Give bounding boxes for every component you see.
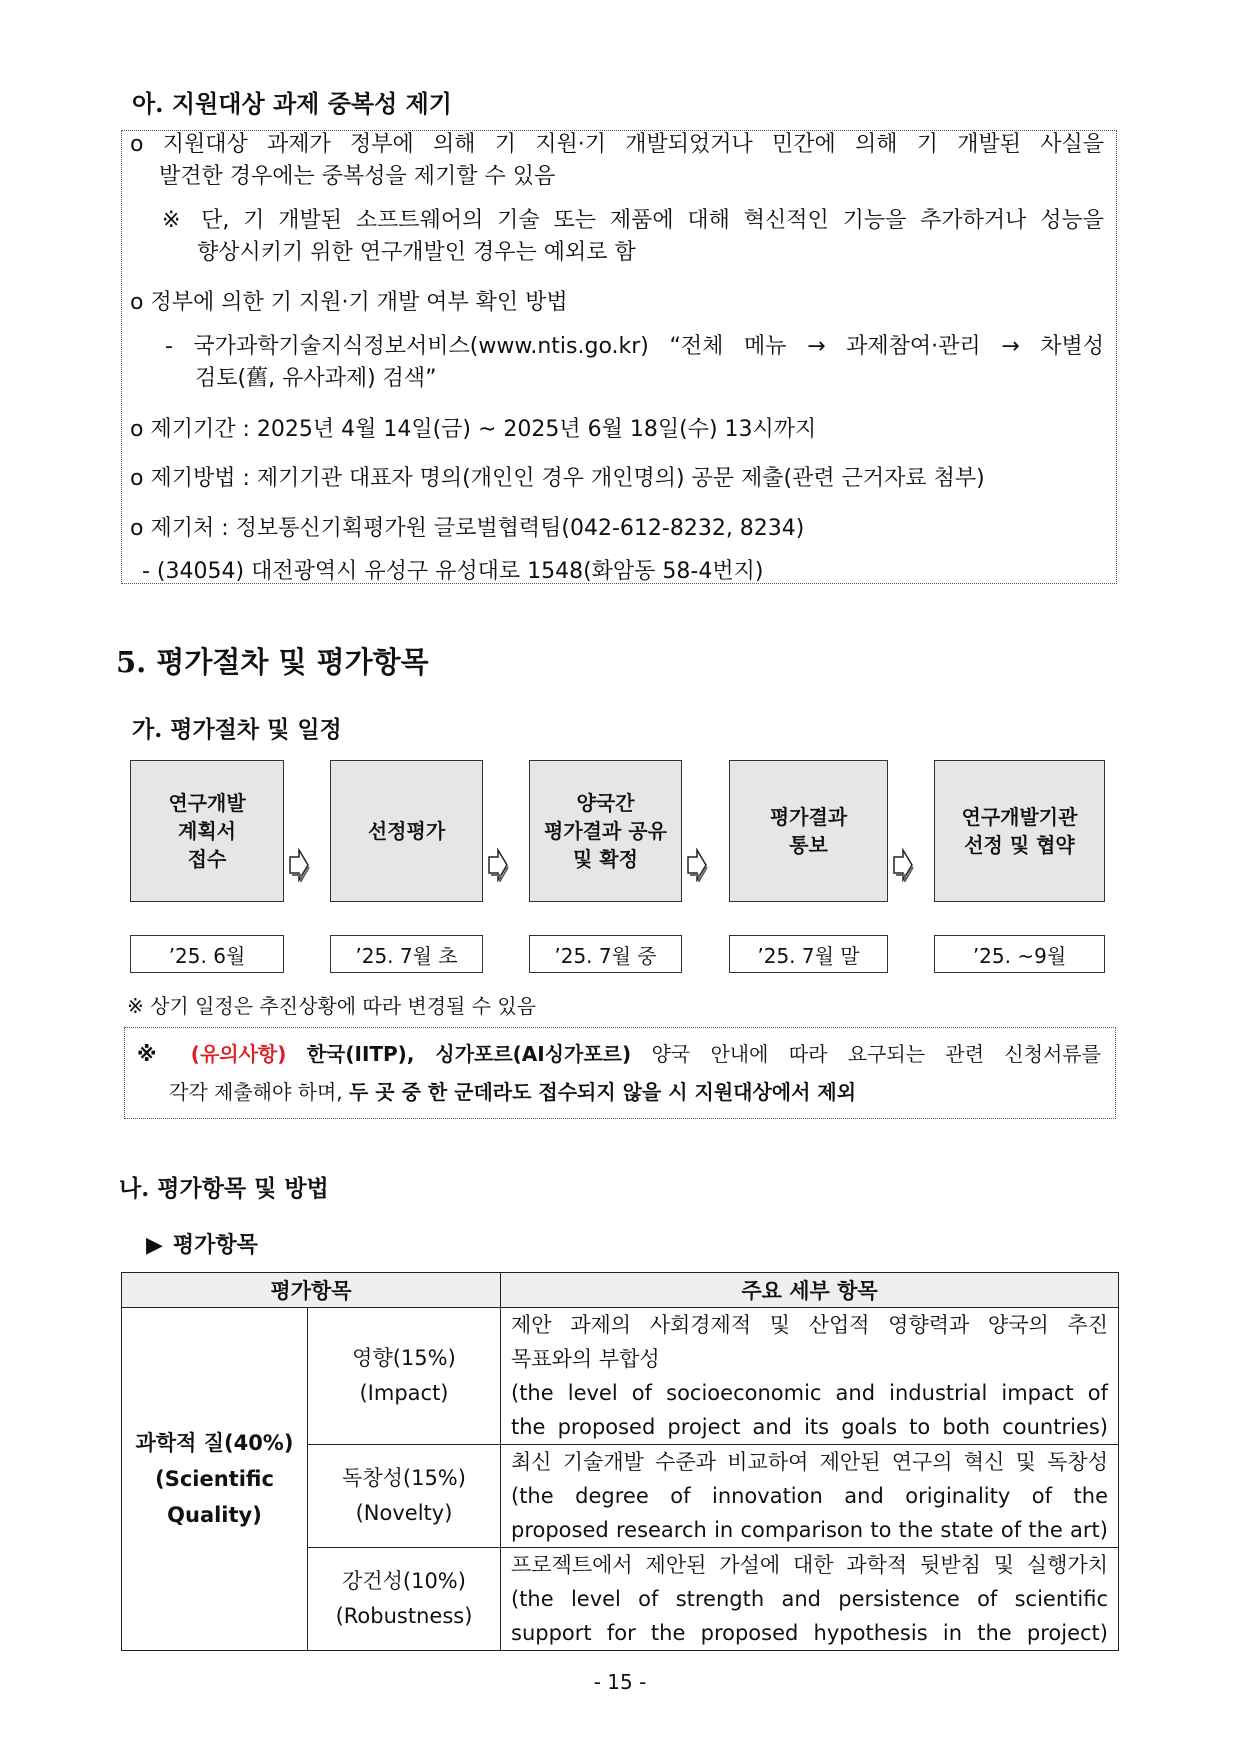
- detail-line: support for the proposed hypothesis in the project): [511, 1621, 1108, 1645]
- category-line: 과학적 질(40%): [135, 1431, 294, 1455]
- schedule-note: ※ 상기 일정은 추진상황에 따라 변경될 수 있음: [127, 994, 537, 1018]
- header-item: 평가항목: [122, 1273, 501, 1308]
- flow-date-2: ’25. 7월 초: [330, 935, 483, 973]
- flow-step-3-line: 및 확정: [573, 847, 638, 871]
- notice-caution: (유의사항): [190, 1042, 287, 1066]
- flow-arrow-icon: [288, 848, 310, 882]
- notice-text2: 각각 제출해야 하며,: [169, 1080, 343, 1104]
- section-heading-duplication: 아. 지원대상 과제 중복성 제기: [132, 89, 452, 118]
- flow-step-1-line: 접수: [187, 847, 227, 871]
- flow-step-4: [729, 760, 888, 902]
- category-line: (Scientific: [155, 1467, 274, 1491]
- page-number: - 15 -: [593, 1670, 647, 1694]
- notice-line2: [169, 1076, 856, 1105]
- header-detail: 주요 세부 항목: [501, 1273, 1119, 1308]
- flow-arrow-icon: [487, 848, 509, 882]
- evaluation-table: [121, 1272, 1119, 1651]
- item5-sub: - (34054) 대전광역시 유성구 유성대로 1548(화암동 58-4번지): [142, 559, 764, 584]
- flow-step-2: [330, 760, 483, 902]
- flow-step-3-line: 평가결과 공유: [544, 819, 667, 843]
- notice-line1: [137, 1038, 1101, 1067]
- item1-line1: o 지원대상 과제가 정부에 의해 기 지원·기 개발되었거나 민간에 의해 기 개발된 사실을: [130, 132, 1104, 157]
- detail-cell: [501, 1445, 1119, 1548]
- detail-line: 제안 과제의 사회경제적 및 산업적 영향력과 양국의 추진: [511, 1313, 1108, 1337]
- flow-step-4-line: 평가결과: [769, 805, 848, 829]
- category-line: Quality): [167, 1503, 262, 1527]
- flow-step-1: [130, 760, 284, 902]
- triangle-bullet-icon: ▶: [146, 1232, 163, 1258]
- section-heading-evaluation: 5. 평가절차 및 평가항목: [116, 645, 429, 679]
- eval-items-label: [146, 1228, 258, 1259]
- flow-step-4-line: 통보: [789, 833, 828, 857]
- detail-line: (the level of socioeconomic and industrial impact of: [511, 1381, 1108, 1405]
- flow-step-3-line: 양국간: [576, 791, 635, 815]
- sub-item-line: 영향(15%): [352, 1346, 456, 1370]
- note1-line2: 향상시키기 위한 연구개발인 경우는 예외로 함: [197, 240, 636, 265]
- item5: o 제기처 : 정보통신기획평가원 글로벌협력팀(042-612-8232, 8234): [130, 516, 805, 541]
- flow-step-3: [529, 760, 682, 902]
- detail-line: 프로젝트에서 제안된 가설에 대한 과학적 뒷받침 및 실행가치: [511, 1553, 1108, 1577]
- flow-date-3: ’25. 7월 중: [529, 935, 682, 973]
- table-row: [122, 1308, 1119, 1445]
- flow-step-1-line: 연구개발: [168, 791, 246, 815]
- notice-mark: ※: [137, 1042, 171, 1066]
- flow-arrow-icon: [686, 848, 708, 882]
- flow-step-5-line: 선정 및 협약: [964, 833, 1075, 857]
- sub-item-line: (Novelty): [355, 1501, 453, 1525]
- flow-step-2-line: 선정평가: [367, 819, 446, 843]
- detail-line: (the level of strength and persistence of scientific: [511, 1587, 1108, 1611]
- subsection-heading-procedure: 가. 평가절차 및 일정: [132, 716, 342, 743]
- notice-text1: 양국 안내에 따라 요구되는 관련 신청서류를: [651, 1042, 1102, 1066]
- sub-item-line: 강건성(10%): [342, 1569, 466, 1593]
- sub-item-cell: [308, 1548, 501, 1651]
- table-header-row: [122, 1273, 1119, 1308]
- flow-date-4: ’25. 7월 말: [729, 935, 888, 973]
- category-cell: [122, 1308, 308, 1651]
- detail-line: 목표와의 부합성: [511, 1347, 660, 1371]
- item3: o 제기기간 : 2025년 4월 14일(금) ~ 2025년 6월 18일(수) 13시까지: [130, 417, 817, 442]
- item4: o 제기방법 : 제기기관 대표자 명의(개인인 경우 개인명의) 공문 제출(관련 근거자료 첨부): [130, 466, 985, 491]
- sub-item-line: 독창성(15%): [342, 1466, 466, 1490]
- sub-item-line: (Impact): [359, 1381, 449, 1405]
- notice-box: [124, 1027, 1116, 1119]
- item2-sub-line2: 검토(舊, 유사과제) 검색”: [195, 366, 437, 391]
- flow-step-1-line: 계획서: [178, 819, 236, 843]
- eval-items-text: 평가항목: [172, 1232, 258, 1258]
- flow-step-5-line: 연구개발기관: [961, 805, 1078, 829]
- flow-date-5: ’25. ~9월: [934, 935, 1105, 973]
- notice-bold2: 두 곳 중 한 군데라도 접수되지 않을 시 지원대상에서 제외: [349, 1080, 857, 1104]
- flow-step-5: [934, 760, 1105, 902]
- item1-line2: 발견한 경우에는 중복성을 제기할 수 있음: [159, 164, 556, 189]
- flow-date-1: ’25. 6월: [130, 935, 284, 973]
- detail-cell: [501, 1548, 1119, 1651]
- notice-bold1: 한국(IITP), 싱가포르(AI싱가포르): [306, 1042, 632, 1066]
- sub-item-cell: [308, 1445, 501, 1548]
- sub-item-line: (Robustness): [335, 1604, 473, 1628]
- detail-line: 최신 기술개발 수준과 비교하여 제안된 연구의 혁신 및 독창성: [511, 1450, 1108, 1474]
- sub-item-cell: [308, 1308, 501, 1445]
- item2: o 정부에 의한 기 지원·기 개발 여부 확인 방법: [130, 290, 568, 315]
- detail-line: proposed research in comparison to the state of the art): [511, 1518, 1108, 1542]
- detail-line: (the degree of innovation and originality of the: [511, 1484, 1108, 1508]
- detail-line: the proposed project and its goals to both countries): [511, 1415, 1108, 1439]
- duplication-info-box: [121, 130, 1117, 584]
- note1-line1: ※ 단, 기 개발된 소프트웨어의 기술 또는 제품에 대해 혁신적인 기능을 추가하거나 성능을: [162, 208, 1104, 233]
- item2-sub-line1: - 국가과학기술지식정보서비스(www.ntis.go.kr) “전체 메뉴 → 과제참여·관리 → 차별성: [165, 334, 1104, 359]
- detail-cell: [501, 1308, 1119, 1445]
- subsection-heading-items: 나. 평가항목 및 방법: [119, 1175, 329, 1202]
- flow-arrow-icon: [892, 848, 914, 882]
